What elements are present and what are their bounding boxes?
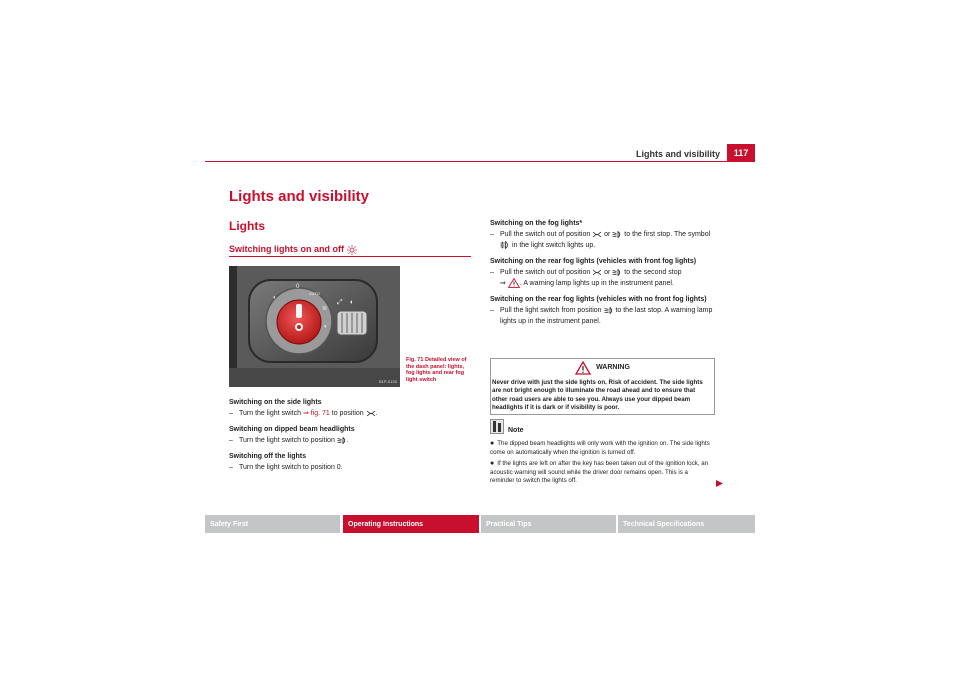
footer-tab-safety-first[interactable]: Safety First <box>205 515 340 533</box>
fog-lights-heading: Switching on the fog lights* <box>490 220 583 227</box>
right-column <box>490 218 716 327</box>
switch-label-auto: AUTO <box>309 291 321 296</box>
rear-fog-nofront-heading: Switching on the rear fog lights (vehicles with no front fog lights) <box>490 296 707 303</box>
fog-light-icon <box>500 241 510 249</box>
warning-triangle-icon <box>575 361 591 375</box>
switch-label-zero: 0 <box>296 284 300 290</box>
page-number: 117 <box>727 144 755 161</box>
page-subtitle: Lights <box>229 219 265 233</box>
rear-fog-nofront-step: – Pull the light switch from position to the last stop. A warning lamp lights up in the instrument panel. <box>490 307 713 325</box>
header-rule <box>205 161 755 162</box>
running-header: Lights and visibility <box>635 149 720 159</box>
dipped-beam-icon <box>604 307 614 314</box>
note-title: Note <box>508 427 524 434</box>
dipped-beam-icon <box>337 437 347 444</box>
light-switch-photo <box>229 266 400 387</box>
figure-cross-reference[interactable]: ⇒ fig. 71 <box>302 410 330 417</box>
continue-arrow-icon <box>715 479 724 488</box>
note-item: ● If the lights are left on after the key has been taken out of the ignition lock, an acoustic warning will sound while the driver door remains open. This is a reminder to switch the lights off. <box>490 460 709 485</box>
footer-tab-technical-specifications[interactable]: Technical Specifications <box>618 515 755 533</box>
section-rule <box>229 256 471 257</box>
section-title <box>229 244 357 255</box>
sun-icon <box>347 245 357 255</box>
dipped-beam-heading: Switching on dipped beam headlights <box>229 426 355 433</box>
svg-text:⤢: ⤢ <box>337 299 343 306</box>
svg-text:◐: ◐ <box>273 295 277 301</box>
lights-off-heading: Switching off the lights <box>229 453 306 460</box>
warning-header <box>491 359 714 376</box>
warning-text: Never drive with just the side lights on. Risk of accident. The side lights are not bright enough to illuminate the road ahead and to ensure that other road users are able to see you. Always use your dipped beam headlights if it is dark or if visibility is poor. <box>492 379 703 412</box>
figure-code: B1P-0133 <box>379 379 397 384</box>
note-body <box>490 440 714 489</box>
footer-tab-practical-tips[interactable]: Practical Tips <box>481 515 616 533</box>
dipped-beam-step: – Turn the light switch to position . <box>229 437 349 444</box>
light-switch-figure <box>229 266 400 387</box>
left-column <box>229 397 469 473</box>
footer-tab-operating-instructions[interactable]: Operating Instructions <box>343 515 479 533</box>
side-lights-heading: Switching on the side lights <box>229 399 322 406</box>
section-title-text: Switching lights on and off <box>229 244 344 254</box>
warning-cross-reference[interactable]: ⇒ <box>500 280 506 287</box>
note-header <box>490 419 524 434</box>
dipped-beam-icon <box>612 231 622 238</box>
side-lights-step: – Turn the light switch ⇒ fig. 71 to position . <box>229 410 378 417</box>
warning-title: WARNING <box>596 364 630 371</box>
svg-text:◑: ◑ <box>323 324 327 330</box>
lights-off-step: – Turn the light switch to position 0. <box>229 464 343 471</box>
rear-fog-front-heading: Switching on the rear fog lights (vehicles with front fog lights) <box>490 258 697 265</box>
warning-triangle-icon <box>508 278 520 288</box>
fog-lights-step: – Pull the switch out of position or to the first stop. The symbol in the light switch lights up. <box>490 231 711 249</box>
svg-text:≋: ≋ <box>322 306 328 312</box>
side-lights-icon <box>592 269 602 276</box>
note-icon <box>490 419 504 434</box>
svg-text:◖: ◖ <box>349 299 354 306</box>
page-title: Lights and visibility <box>229 188 370 205</box>
note-item: ● The dipped beam headlights will only work with the ignition on. The side lights come on automatically when the ignition is turned off. <box>490 440 710 456</box>
rear-fog-front-step: – Pull the switch out of position or to the second stop ⇒ . A warning lamp lights up in the instrument panel. <box>490 269 682 287</box>
side-lights-icon <box>366 410 376 417</box>
dipped-beam-icon <box>612 269 622 276</box>
warning-box <box>490 358 715 415</box>
figure-caption: Fig. 71 Detailed view of the dash panel: lights, fog lights and rear fog light switch <box>406 357 467 383</box>
side-lights-icon <box>592 231 602 238</box>
